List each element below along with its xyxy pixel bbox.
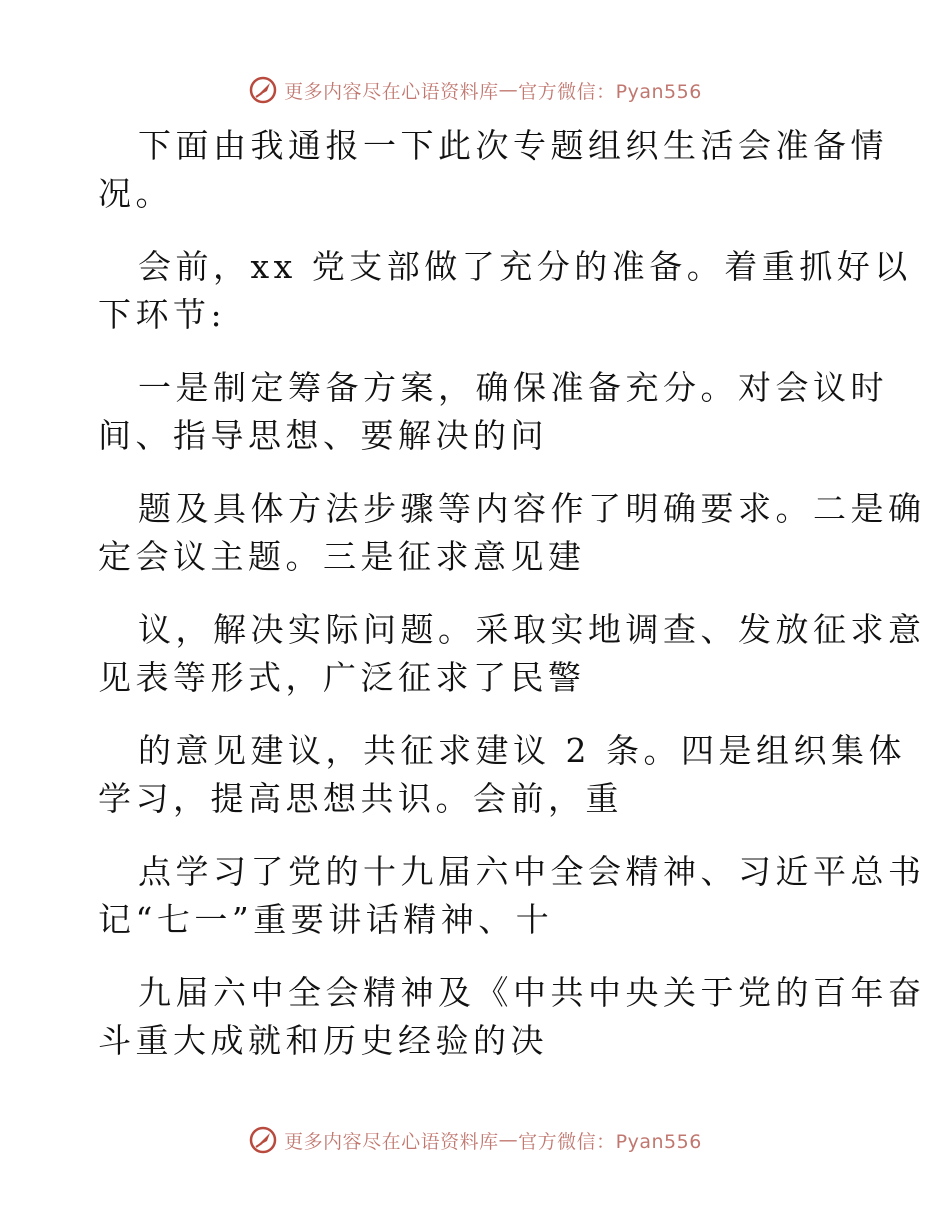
footer-watermark (0, 1120, 950, 1160)
text-line: 下面由我通报一下此次专题组织生活会准备情 (138, 126, 888, 165)
header-watermark (0, 70, 950, 110)
watermark-wechat: 官方微信：Pyan556 (518, 1130, 702, 1153)
watermark-separator: — (498, 79, 519, 101)
text-line: 学习，提高思想共识。会前，重 (98, 779, 623, 818)
text-line: 况。 (98, 174, 173, 213)
document-body (98, 122, 926, 1065)
text-line: 下环节: (98, 295, 227, 334)
watermark-text-main: 更多内容尽在心语资料库 (284, 1130, 499, 1153)
watermark-text-main: 更多内容尽在心语资料库 (284, 80, 499, 103)
watermark-separator: — (498, 1129, 519, 1151)
quill-logo-icon (248, 1125, 278, 1155)
text-line: 九届六中全会精神及《中共中央关于党的百年奋 (138, 973, 926, 1012)
text-line: 记“七一”重要讲话精神、十 (98, 900, 554, 939)
text-line: 点学习了党的十九届六中全会精神、习近平总书 (138, 852, 926, 891)
text-line: 定会议主题。三是征求意见建 (98, 537, 586, 576)
text-line: 斗重大成就和历史经验的决 (98, 1021, 548, 1060)
text-line: 见表等形式，广泛征求了民警 (98, 658, 586, 697)
text-line: 的意见建议，共征求建议 2 条。四是组织集体 (138, 731, 906, 770)
text-line: 会前，xx 党支部做了充分的准备。着重抓好以 (138, 247, 912, 286)
text-line: 议，解决实际问题。采取实地调查、发放征求意 (138, 610, 926, 649)
text-line: 间、指导思想、要解决的问 (98, 416, 548, 455)
text-line: 题及具体方法步骤等内容作了明确要求。二是确 (138, 489, 926, 528)
watermark-wechat: 官方微信：Pyan556 (518, 80, 702, 103)
quill-logo-icon (248, 75, 278, 105)
text-line: 一是制定筹备方案，确保准备充分。对会议时 (138, 368, 888, 407)
